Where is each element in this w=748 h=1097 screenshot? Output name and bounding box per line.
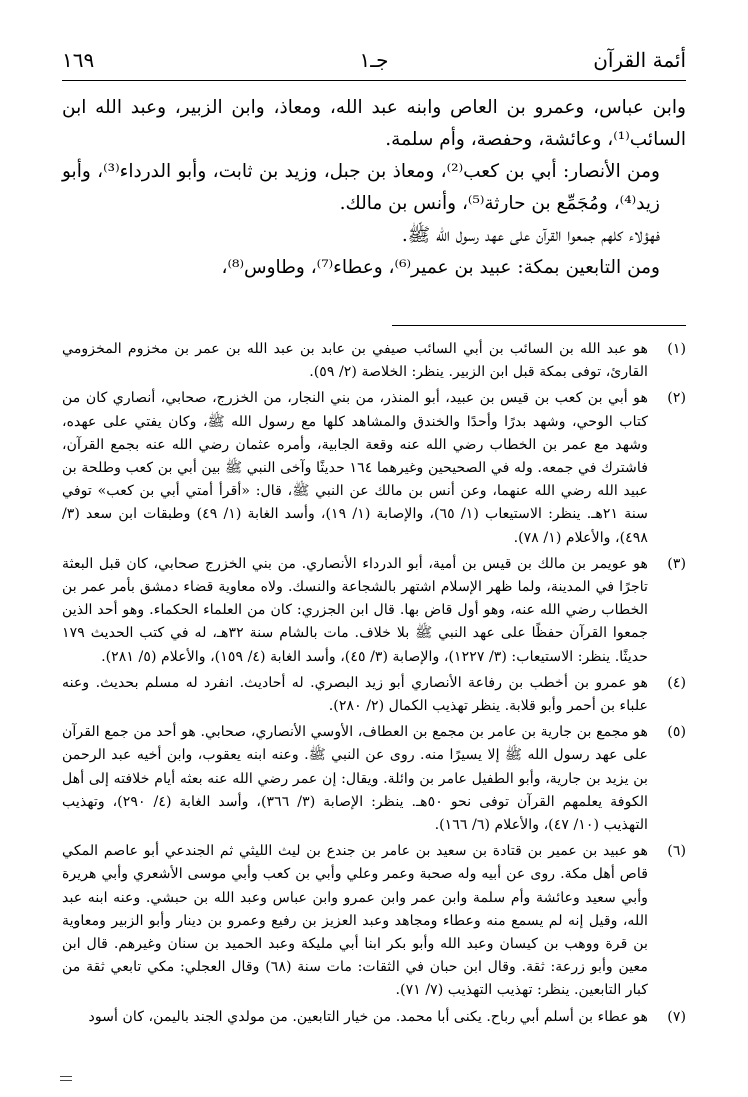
header-rule [62, 80, 686, 81]
footnote [62, 338, 686, 384]
continuation-mark [60, 1076, 72, 1077]
footnote-number: (٦) [667, 843, 686, 860]
main-text [62, 92, 686, 284]
footnote-text: هو عمرو بن أخطب بن رفاعة الأنصاري أبو زيد البصري. له أحاديث. انفرد له مسلم بحديث. وعنه علباء بن أحمر وأبو قلابة. ينظر تهذيب الكمال (٢/ ٢٨٠). [62, 674, 648, 715]
footnote [62, 387, 686, 549]
footnote-text: هو عبيد بن عمير بن قتادة بن سعيد بن عامر بن جندع بن ليث الليثي ثم الجندعي أبو عاصم المكي قاص أهل مكة. روى عن أبيه وله صحبة وعمر وعلي وأبي بن كعب وأبي موسى الأشعري وأبي هريرة وأبي سعيد وعائشة وأم سلمة وابن عمر وابن عمرو وابن عباس وعبد الله بن حبشي. وعنه ابنه عبد الله، وقيل إنه لم يسمع منه وعطاء ومجاهد وعبد العزيز بن رفيع وعمرو بن دينار وأبو الزبير ومعاوية بن قرة ووهب بن كيسان وعبد الله وأبو بكر ابنا أبي مليكة وعبد الحميد بن سنان وغيرهم. قال ابن معين وأبو زرعة: ثقة. وقال ابن حبان في الثقات: مات سنة (٦٨) وقال العجلي: مكي تابعي ثقة من كبار التابعين. ينظر: تهذيب التهذيب (٧/ ٧١). [62, 843, 648, 999]
footnote-text: هو أبي بن كعب بن قيس بن عبيد، أبو المنذر، من بني النجار، من الخزرج، صحابي، أنصاري كان من كتاب الوحي، وشهد بدرًا وأحدًا والخندق والمشاهد كلها مع رسول الله ﷺ، وكان يفتي على عهده، وشهد مع عمر بن الخطاب رضي الله عنه وقعة الجابية، وأمره عثمان رضي الله عنه بجمع القرآن، فاشترك في جمعه. وله في الصحيحين وغيرهما ١٦٤ حديثًا وآخى النبي ﷺ بين أبي بن كعب وطلحة بن عبيد الله رضي الله عنهما، وعن أنس بن مالك عن النبي ﷺ، قال: «أقرأ أمتي أبي بن كعب» توفي سنة ٢١هـ. ينظر: الاستيعاب (١/ ٦٥)، والإصابة (١/ ١٩)، وأسد الغابة (١/ ٤٩) وطبقات ابن سعد (٣/ ٤٩٨)، والأعلام (١/ ٧٨). [62, 390, 648, 546]
footnote-number: (٢) [667, 390, 686, 407]
page-number: ١٦٩ [62, 48, 95, 72]
footnote [62, 1006, 686, 1029]
continuation-mark [60, 1080, 72, 1081]
main-paragraph: فهؤلاء كلهم جمعوا القرآن على عهد رسول الله ﷺ. [401, 225, 660, 246]
main-paragraph: ومن الأنصار: أبي بن كعب⁽²⁾، ومعاذ بن جبل، وزيد بن ثابت، وأبو الدرداء⁽³⁾، وأبو زيد⁽⁴⁾، ومُجَمِّع بن حارثة⁽⁵⁾، وأنس بن مالك. [62, 161, 660, 214]
page-header [62, 44, 686, 80]
footnote-number: (٥) [667, 724, 686, 741]
footnote [62, 672, 686, 718]
footnote [62, 721, 686, 837]
volume-label: جـ١ [359, 48, 389, 72]
footnotes [62, 338, 686, 1032]
footnote-number: (١) [667, 341, 686, 357]
footnote-number: (٤) [667, 674, 686, 691]
footnote-number: (٣) [667, 555, 686, 572]
footnote-number: (٧) [667, 1008, 686, 1025]
running-title: أئمة القرآن [593, 48, 686, 72]
footnote-separator [392, 325, 686, 326]
footnote [62, 840, 686, 1002]
footnote [62, 553, 686, 669]
footnote-text: هو عطاء بن أسلم أبي رباح. يكنى أبا محمد. من خيار التابعين. من مولدي الجند باليمن، كان أسود [88, 1008, 648, 1025]
footnote-text: هو عبد الله بن السائب بن أبي السائب صيفي بن عابد بن عبد الله بن عمر بن مخزوم المخزومي القارئ، توفى بمكة قبل ابن الزبير. ينظر: الخلاصة (٢/ ٥٩). [62, 341, 648, 381]
main-paragraph: ومن التابعين بمكة: عبيد بن عمير⁽⁶⁾، وعطاء⁽⁷⁾، وطاوس⁽⁸⁾، [221, 257, 660, 278]
footnote-text: هو مجمع بن جارية بن عامر بن مجمع بن العطاف، الأوسي الأنصاري، صحابي. هو أحد من جمع القرآن على عهد رسول الله ﷺ إلا يسيرًا منه. روى عن النبي ﷺ. وعنه ابنه يعقوب، وابن أخيه عبد الرحمن بن يزيد بن جارية، وأبو الطفيل عامر بن وائلة. ويقال: إن عمر رضي الله عنه بعثه أيام خلافته إلى أهل الكوفة يعلمهم القرآن توفى نحو ٥٠هـ. ينظر: الإصابة (٣/ ٣٦٦)، وأسد الغابة (٤/ ٢٩٠)، وتهذيب التهذيب (١٠/ ٤٧)، والأعلام (٦/ ١٦٦). [62, 724, 648, 834]
main-paragraph: وابن عباس، وعمرو بن العاص وابنه عبد الله، ومعاذ، وابن الزبير، وعبد الله ابن السائب⁽¹⁾، وعائشة، وحفصة، وأم سلمة. [62, 97, 686, 150]
footnote-text: هو عويمر بن مالك بن قيس بن أمية، أبو الدرداء الأنصاري. من بني الخزرج صحابي، كان قبل البعثة تاجرًا في المدينة، ولما ظهر الإسلام اشتهر بالشجاعة والنسك. ولاه معاوية قضاء دمشق بأمر عمر بن الخطاب رضي الله عنه، وهو أول قاض بها. قال ابن الجزري: كان من العلماء الحكماء. وهو أحد الذين جمعوا القرآن حفظًا على عهد النبي ﷺ بلا خلاف. مات بالشام سنة ٣٢هـ، له في كتب الحديث ١٧٩ حديثًا. ينظر: الاستيعاب: (٣/ ١٢٢٧)، والإصابة (٣/ ٤٥)، وأسد الغابة (٤/ ١٥٩)، والأعلام (٥/ ٢٨١). [62, 555, 648, 665]
